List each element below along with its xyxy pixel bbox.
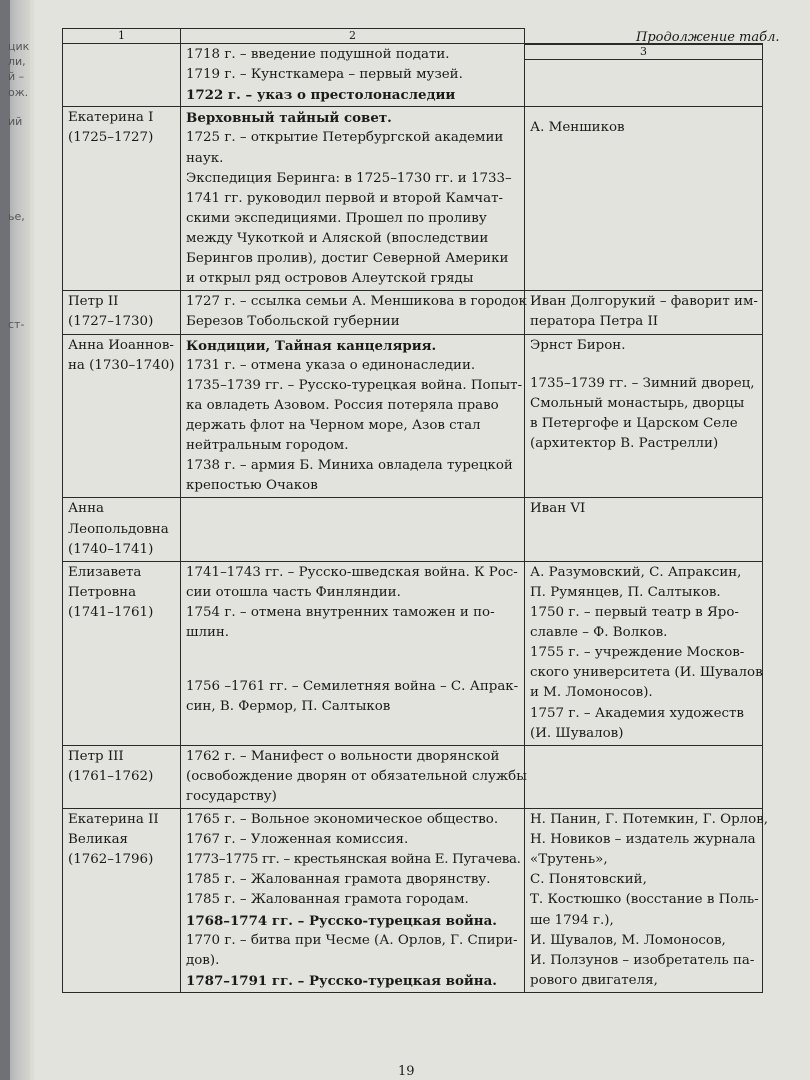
table-row — [63, 809, 763, 993]
persons-cell: Иван Долгорукий – фаворит им- ператора Петра II — [525, 291, 763, 334]
events-cell: 1762 г. – Манифест о вольности дворянской (освобождение дворян от обязательной службы государству) — [181, 745, 525, 808]
event-line: 1722 г. – указ о престолонаследии — [186, 87, 456, 104]
events-cell: 1765 г. – Вольное экономическое общество. 1767 г. – Уложенная комиссия. 1773–1775 гг. – крестьянская война Е. Пугачева. 1785 г. – Жалованная грамота дворянству. 1785 г. – Жалованная грамота городам. 1768–1774 гг. – Русско-турецкая война. 1770 г. – битва при Чесме (А. Орлов, Г. Спири- дов). 1787–1791 гг. – Русско-турецкая война. — [181, 809, 525, 993]
table-row — [63, 745, 763, 808]
ruler-cell: Петр III (1761–1762) — [63, 745, 181, 808]
table-row — [63, 561, 763, 745]
events-cell: 1741–1743 гг. – Русско-шведская война. К Рос- сии отошла часть Финляндии. 1754 г. – отмена внутренних таможен и по- шлин. 1756 –1761 гг. – Семилетняя война – С. Апрак- син, В. Фермор, П. Салтыков — [181, 561, 525, 745]
persons-cell: Н. Панин, Г. Потемкин, Г. Орлов, Н. Новиков – издатель журнала «Трутень», С. Понятовский, Т. Костюшко (восстание в Поль- ше 1794 г.), И. Шувалов, М. Ломоносов, И. Ползунов – изобретатель па- рового двигателя, — [525, 809, 763, 993]
persons-cell: Эрнст Бирон. 1735–1739 гг. – Зимний дворец, Смольный монастырь, дворцы в Петергофе и Царском Селе (архитектор В. Растрелли) — [525, 334, 763, 498]
persons-cell: Иван VI — [525, 498, 763, 561]
events-cell — [181, 498, 525, 561]
table-row — [63, 107, 763, 291]
ruler-cell: Екатерина II Великая (1762–1796) — [63, 809, 181, 993]
table-row — [63, 334, 763, 498]
table-header-row — [63, 29, 763, 44]
ruler-cell: Елизавета Петровна (1741–1761) — [63, 561, 181, 745]
bleed-through-text: ли, — [8, 55, 26, 68]
events-cell: Кондиции, Тайная канцелярия. 1731 г. – отмена указа о единонаследии. 1735–1739 гг. – Русско-турецкая война. Попыт- ка овладеть Азовом. Россия потеряла право держать флот на Черном море, Азов стал нейтральным городом. 1738 г. – армия Б. Миниха овладела турецкой крепостью Очаков — [181, 334, 525, 498]
history-table — [62, 28, 769, 993]
bleed-through-text: ст- — [8, 318, 25, 331]
event-line: 1718 г. – введение подушной подати. — [186, 47, 450, 62]
events-cell: 1727 г. – ссылка семьи А. Меншикова в городок Березов Тобольской губернии — [181, 291, 525, 334]
table-row — [63, 498, 763, 561]
persons-cell — [525, 745, 763, 808]
ruler-cell — [63, 44, 181, 107]
ruler-cell: Екатерина I (1725–1727) — [63, 107, 181, 291]
persons-cell: А. Меншиков — [525, 107, 763, 291]
persons-cell: А. Разумовский, С. Апраксин, П. Румянцев, П. Салтыков. 1750 г. – первый театр в Яро- славле – Ф. Волков. 1755 г. – учреждение Москов- ского университета (И. Шувалов и М. Ломоносов). 1757 г. – Академия художеств (И. Шувалов) — [525, 561, 763, 745]
ruler-cell: Анна Леопольдовна (1740–1741) — [63, 498, 181, 561]
col3-number: 3 — [525, 44, 762, 60]
table-row — [63, 44, 763, 107]
event-line: 1719 г. – Кунсткамера – первый музей. — [186, 67, 463, 83]
table-continuation-title: Продолжение табл. — [636, 30, 780, 45]
bleed-through-text: ье, — [8, 210, 25, 223]
bleed-through-text: й – — [8, 70, 25, 83]
bleed-through-text: ий — [8, 115, 23, 128]
ruler-cell: Петр II (1727–1730) — [63, 291, 181, 334]
events-cell — [181, 44, 525, 107]
col2-number: 2 — [181, 29, 525, 44]
bleed-through-text: ож. — [8, 86, 29, 99]
ruler-cell: Анна Иоаннов- на (1730–1740) — [63, 334, 181, 498]
page-number: 19 — [398, 1064, 415, 1079]
persons-cell — [525, 44, 763, 107]
events-cell: Верховный тайный совет. 1725 г. – открытие Петербургской академии наук. Экспедиция Беринга: в 1725–1730 гг. и 1733– 1741 гг. руководил первой и второй Камчат- скими экспедициями. Прошел по проливу между Чукоткой и Аляской (впоследствии Берингов пролив), достиг Северной Америки и открыл ряд островов Алеутской гряды — [181, 107, 525, 291]
book-spine-edge — [0, 0, 30, 1080]
table-row — [63, 291, 763, 334]
col1-number: 1 — [63, 29, 181, 44]
bleed-through-text: цик — [8, 40, 30, 53]
